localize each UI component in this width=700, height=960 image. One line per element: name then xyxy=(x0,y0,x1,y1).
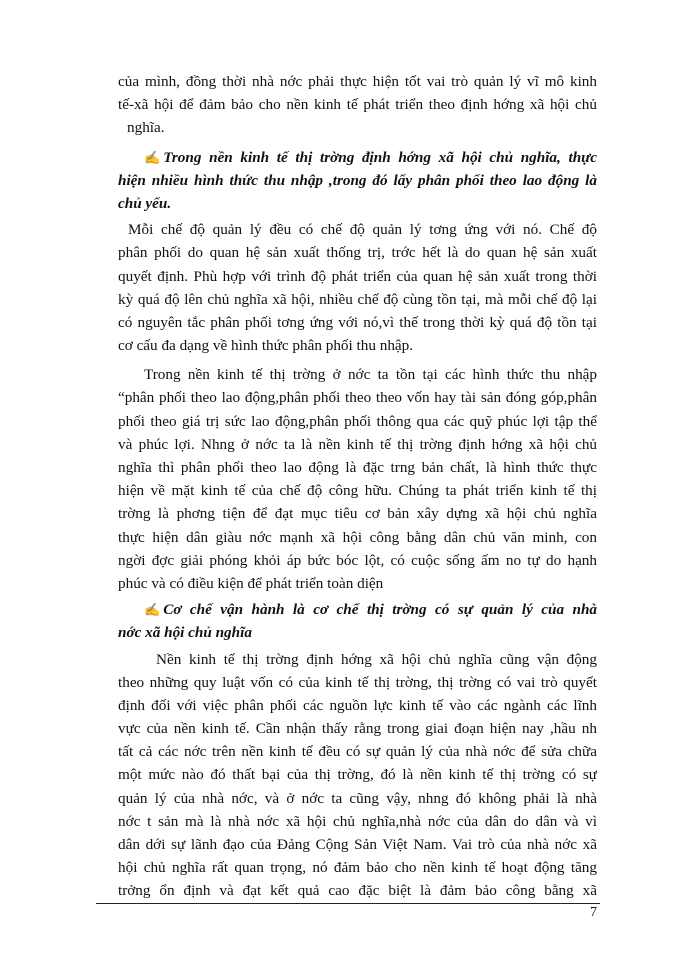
heading-line: Cơ chế vận hành là cơ chế thị trờng có sự quản lý của nhà xyxy=(163,601,597,619)
text-line: tất cả các nớc trên nền kinh tế đều có sự quản lý của nhà nớc để sửa chữa xyxy=(118,743,597,761)
text-line: Nền kinh tế thị trờng định hớng xã hội chủ nghĩa cũng vận động xyxy=(156,650,597,668)
heading-line: Trong nền kinh tế thị trờng định hớng xã hội chủ nghĩa, thực xyxy=(163,148,597,166)
text-line: dân dới sự lãnh đạo của Đảng Cộng Sản Việt Nam. Vai trò của nhà nớc xã xyxy=(118,836,597,853)
text-line: trởng ổn định và đạt kết quả cao đặc biệt là đảm bảo công bằng xã xyxy=(118,882,597,900)
text-line: một mức nào đó thất bại của thị trờng, đó là nền kinh tế thị trờng có sự xyxy=(118,766,597,784)
paragraph-1 xyxy=(118,70,597,140)
text-line: trờng là phơng tiện để đạt mục tiêu cơ bản xây dựng xã hội chủ nghĩa xyxy=(118,505,597,523)
paragraph-4 xyxy=(118,648,597,903)
heading-line: hiện nhiều hình thức thu nhập ,trong đó lấy phân phối theo lao động là xyxy=(118,171,597,189)
page-number: 7 xyxy=(590,905,597,920)
text-line: tế-xã hội để đảm bảo cho nền kinh tế phát triển theo định hớng xã hội chủ xyxy=(118,96,597,114)
section-heading-1 xyxy=(118,146,597,216)
text-line: Trong nền kinh tế thị trờng ở nớc ta tồn tại các hình thức thu nhập xyxy=(144,366,597,384)
text-line: cơ cấu đa dạng về hình thức phân phối thu nhập. xyxy=(118,337,414,355)
text-line: kỳ quá độ lên chủ nghĩa xã hội, nhiều chế độ cùng tồn tại, mà mỗi chế độ lại xyxy=(118,290,597,308)
heading-line: nớc xã hội chủ nghĩa xyxy=(118,624,252,642)
text-line: hiện về mặt kinh tế của chế độ công hữu. Chúng ta phát triển kinh tế thị xyxy=(118,482,597,500)
writing-hand-icon: ✍ xyxy=(144,602,161,618)
text-line: nghĩa thì phân phối theo lao động là đặc trng bản chất, là hình thức thực xyxy=(118,459,597,476)
section-heading-2 xyxy=(118,598,597,644)
text-line: hội chủ nghĩa rất quan trọng, nó đảm bảo cho nền kinh tế hoạt động tăng xyxy=(118,859,597,877)
text-line: phúc và có điều kiện để phát triển toàn diện xyxy=(118,574,384,592)
text-line: thực hiện dân giàu nớc mạnh xã hội công bằng dân chủ văn minh, con xyxy=(118,528,597,546)
text-line: ngời đợc giải phóng khỏi áp bức bóc lột, có cuộc sống ấm no tự do hạnh xyxy=(118,551,597,569)
footer-rule xyxy=(96,903,600,904)
text-line: “phân phối theo lao động,phân phối theo theo vốn hay tài sản đóng góp,phân xyxy=(118,389,597,407)
text-line: quyết định. Phù hợp với trình độ phát triển của quan hệ sản xuất trong thời xyxy=(118,267,597,285)
text-line: phối theo giá trị sức lao động,phân phối thông qua các quỹ phúc lợi tập thể xyxy=(118,412,597,430)
text-line: định đối với việc phân phối các nguồn lực kinh tế vào các ngành các lĩnh xyxy=(118,696,597,714)
text-line: theo những quy luật vốn có của kinh tế thị trờng, thị trờng có vai trò quyết xyxy=(118,673,597,691)
text-line: phân phối do quan hệ sản xuất thống trị, trớc hết là do quan hệ sản xuất xyxy=(118,244,597,262)
paragraph-2 xyxy=(118,218,597,357)
heading-line: chủ yếu. xyxy=(118,194,172,212)
writing-hand-icon: ✍ xyxy=(144,149,161,165)
text-line: nghĩa. xyxy=(127,119,165,137)
text-line: của mình, đồng thời nhà nớc phải thực hiện tốt vai trò quản lý vĩ mô kinh xyxy=(118,73,597,90)
text-line: nớc t sản mà là nhà nớc xã hội chủ nghĩa,nhà nớc của dân do dân và vì xyxy=(118,812,597,830)
text-line: Mỗi chế độ quản lý đều có chế độ quản lý tơng ứng với nó. Chế độ xyxy=(128,221,597,239)
text-line: và phúc lợi. Nhng ở nớc ta là nền kinh tế thị trờng định hớng xã hội chủ xyxy=(118,435,597,453)
text-line: có nguyên tắc phân phối tơng ứng với nó,vì thế trong thời kỳ quá độ tồn tại xyxy=(118,313,597,331)
text-line: quản lý của nhà nớc, và ở nớc ta cũng vậy, nhng đó không phải là nhà xyxy=(118,789,597,807)
text-line: vực của nền kinh tế. Cần nhận thấy rằng trong giai đoạn hiện nay ,hầu nh xyxy=(118,720,597,738)
paragraph-3 xyxy=(118,363,597,595)
page-body xyxy=(118,70,597,903)
